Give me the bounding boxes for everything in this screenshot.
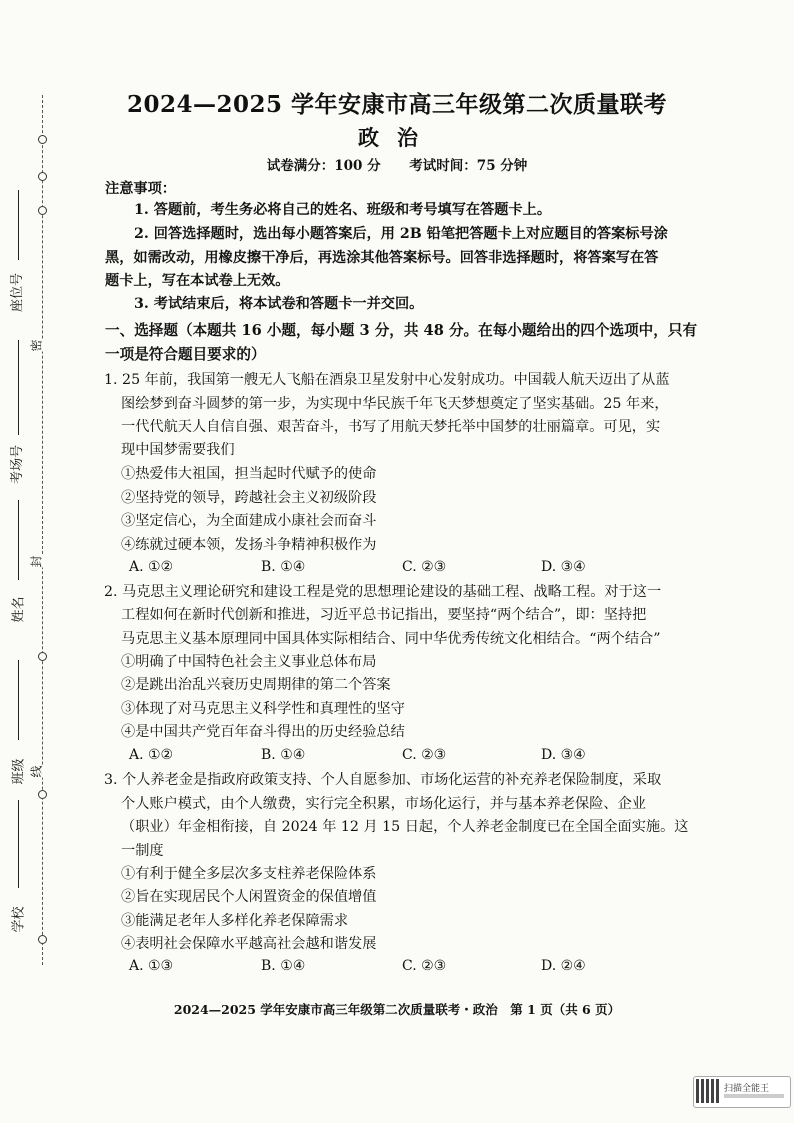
full-score: 试卷满分：100 分	[266, 158, 381, 174]
q2-item: ④是中国共产党百年奋斗得出的历史经验总结	[121, 724, 405, 740]
binding-hole	[38, 652, 47, 661]
q1-item: ①热爱伟大祖国，担当起时代赋予的使命	[121, 466, 377, 482]
school-label: 学校	[11, 906, 27, 933]
q1-item: ④练就过硬本领，发扬斗争精神积极作为	[121, 537, 377, 553]
q2-option-b: B. ①④	[261, 747, 306, 763]
name-line	[18, 500, 19, 580]
q2-item: ①明确了中国特色社会主义事业总体布局	[121, 654, 377, 670]
notice-line: 题卡上，写在本试卷上无效。	[105, 273, 290, 289]
q2-item: ②是跳出治乱兴衰历史周期律的第二个答案	[121, 677, 391, 693]
binding-dashed-line	[42, 95, 43, 965]
notice-line: 黑，如需改动，用橡皮擦干净后，再选涂其他答案标号。回答非选择题时，将答案写在答	[105, 250, 659, 266]
q1-stem: 图绘梦到奋斗圆梦的第一步，为实现中华民族千年飞天梦想奠定了坚实基础。25 年来，	[121, 396, 669, 412]
binding-hole	[38, 935, 47, 944]
q3-option-c: C. ②③	[402, 958, 447, 974]
section-heading: 一、选择题（本题共 16 小题，每小题 3 分，共 48 分。在每小题给出的四个选项中，只有	[105, 322, 698, 339]
q1-option-d: D. ③④	[541, 559, 586, 575]
exam-time: 考试时间：75 分钟	[409, 158, 528, 174]
scanner-watermark	[693, 1076, 791, 1108]
q2-stem: 马克思主义基本原理同中国具体实际相结合、同中华优秀传统文化相结合。“两个结合”	[121, 631, 661, 647]
subject-title: 政治	[358, 125, 436, 150]
notice-heading: 注意事项：	[105, 181, 176, 197]
q3-option-a: A. ①③	[129, 958, 174, 974]
q3-item: ④表明社会保障水平越高社会越和谐发展	[121, 936, 377, 952]
exam-meta	[0, 154, 794, 174]
exam-title: 2024—2025 学年安康市高三年级第二次质量联考	[126, 91, 668, 118]
q2-option-d: D. ③④	[541, 747, 586, 763]
exam-room-line	[18, 340, 19, 435]
q1-option-a: A. ①②	[129, 559, 174, 575]
q3-item: ③能满足老年人多样化养老保障需求	[121, 913, 349, 929]
q3-stem: 一制度	[121, 843, 164, 859]
binding-hole	[38, 206, 47, 215]
q2-stem: 2. 马克思主义理论研究和建设工程是党的思想理论建设的基础工程、战略工程。对于这一	[104, 584, 662, 600]
notice-line: 3. 考试结束后，将本试卷和答题卡一并交回。	[134, 296, 424, 312]
scanner-watermark-text: 扫描全能王	[724, 1084, 770, 1094]
name-label: 姓名	[11, 596, 27, 623]
seal-char-feng: 封	[29, 555, 44, 568]
seal-char-mi: 密	[29, 339, 44, 352]
q3-stem: （职业）年金相衔接，自 2024 年 12 月 15 日起，个人养老金制度已在全国全面实施。这	[121, 819, 689, 835]
notice-line: 2. 回答选择题时，选出每小题答案后，用 2B 铅笔把答题卡上对应题目的答案标号涂	[134, 226, 668, 242]
class-label: 班级	[11, 758, 27, 785]
scanner-watermark-subline	[724, 1094, 784, 1098]
q3-item: ②旨在实现居民个人闲置资金的保值增值	[121, 889, 377, 905]
notice-line: 1. 答题前，考生务必将自己的姓名、班级和考号填写在答题卡上。	[134, 202, 552, 218]
q3-option-d: D. ②④	[541, 958, 586, 974]
q2-item: ③体现了对马克思主义科学性和真理性的坚守	[121, 701, 405, 717]
q3-stem: 个人账户模式，由个人缴费，实行完全积累，市场化运行，并与基本养老保险、企业	[121, 796, 646, 812]
binding-hole	[38, 790, 47, 799]
q1-option-b: B. ①④	[261, 559, 306, 575]
school-line	[18, 800, 19, 888]
q2-option-a: A. ①②	[129, 747, 174, 763]
q3-option-b: B. ①④	[261, 958, 306, 974]
q3-stem: 3. 个人养老金是指政府政策支持、个人自愿参加、市场化运营的补充养老保险制度，采取	[104, 772, 662, 788]
seat-number-line	[18, 190, 19, 260]
q1-stem: 现中国梦需要我们	[121, 442, 235, 458]
q3-item: ①有利于健全多层次多支柱养老保险体系	[121, 866, 377, 882]
q1-stem: 一代代航天人自信自强、艰苦奋斗，书写了用航天梦托举中国梦的壮丽篇章。可见，实	[121, 419, 661, 435]
seat-number-label: 座位号	[10, 272, 26, 313]
qr-code-icon	[696, 1079, 720, 1103]
q1-option-c: C. ②③	[402, 559, 447, 575]
page-footer: 2024—2025 学年安康市高三年级第二次质量联考・政治 第 1 页（共 6 页）	[173, 1002, 621, 1017]
q1-stem: 1. 25 年前，我国第一艘无人飞船在酒泉卫星发射中心发射成功。中国载人航天迈出了从蓝	[104, 372, 670, 388]
section-heading-cont: 一项是符合题目要求的）	[105, 346, 266, 363]
exam-room-label: 考场号	[10, 444, 26, 485]
seal-char-xian: 线	[29, 765, 44, 778]
q1-item: ③坚定信心，为全面建成小康社会而奋斗	[121, 513, 377, 529]
q1-item: ②坚持党的领导，跨越社会主义初级阶段	[121, 490, 377, 506]
class-line	[18, 660, 19, 740]
q2-stem: 工程如何在新时代创新和推进，习近平总书记指出，要坚持“两个结合”，即：坚持把	[121, 607, 647, 623]
q2-option-c: C. ②③	[402, 747, 447, 763]
